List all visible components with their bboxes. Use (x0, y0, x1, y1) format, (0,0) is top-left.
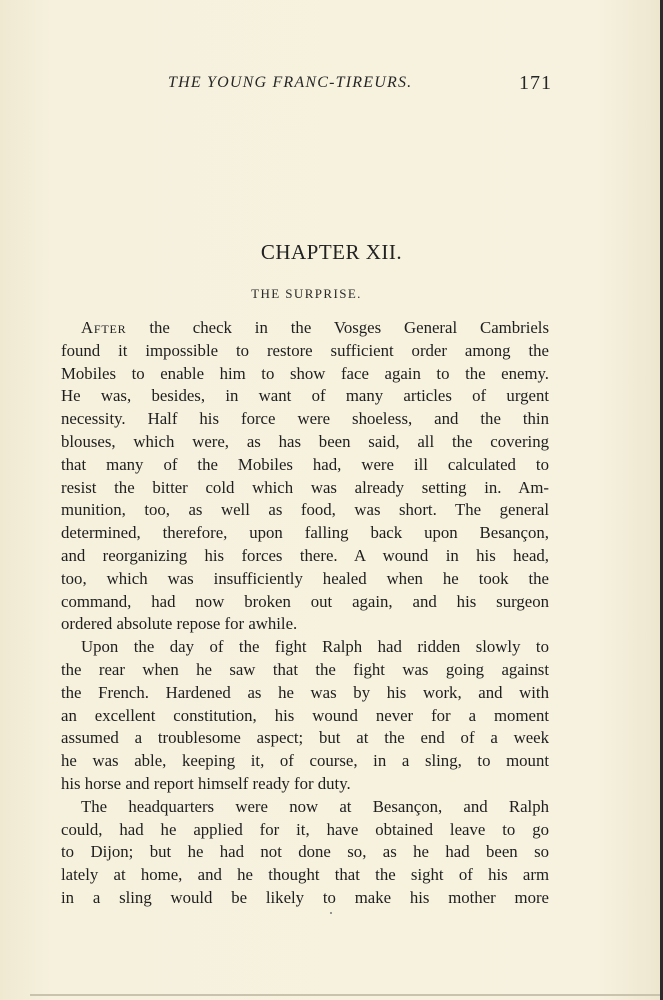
running-head (0, 72, 663, 98)
text-line: assumed a troublesome aspect; but at the end of a week (61, 728, 549, 748)
line-rest: the check in the Vosges General Cambriels (126, 318, 549, 337)
chapter-title: CHAPTER XII. (260, 240, 403, 264)
text-line: The headquarters were now at Besançon, and Ralph (81, 796, 549, 816)
chapter-subtitle: THE SURPRISE. (251, 286, 362, 301)
text-line: Upon the day of the fight Ralph had ridden slowly to (81, 637, 549, 657)
text-line: and reorganizing his forces there. A wound in his head, (61, 545, 549, 565)
text-line: to Dijon; but he had not done so, as he had been so (61, 842, 549, 862)
text-line: could, had he applied for it, have obtained leave to go (61, 819, 549, 839)
text-line: He was, besides, in want of many articles of urgent (61, 386, 549, 406)
body-text (61, 317, 549, 910)
text-line: he was able, keeping it, of course, in a sling, to mount (61, 751, 549, 771)
text-line: in a sling would be likely to make his mother more (61, 887, 549, 907)
text-line: too, which was insufficiently healed when he took the (61, 568, 549, 588)
text-line: Mobiles to enable him to show face again to the enemy. (61, 363, 549, 383)
text-line: the French. Hardened as he was by his work, and with (61, 682, 549, 702)
text-line: necessity. Half his force were shoeless, and the thin (61, 409, 549, 429)
text-line: blouses, which were, as has been said, all the covering (61, 431, 549, 451)
page-number: 171 (519, 72, 552, 94)
text-line: that many of the Mobiles had, were ill calculated to (61, 454, 549, 474)
text-line: resist the bitter cold which was already setting in. Am- (61, 477, 549, 497)
text-line: determined, therefore, upon falling back upon Besançon, (61, 523, 549, 543)
text-line: his horse and report himself ready for duty. (61, 773, 351, 793)
text-line: found it impossible to restore sufficient order among the (61, 340, 549, 360)
text-line (61, 317, 549, 340)
text-line: command, had now broken out again, and his surgeon (61, 591, 549, 611)
text-line: the rear when he saw that the fight was going against (61, 659, 549, 679)
drop-word: After (81, 318, 127, 337)
running-title: THE YOUNG FRANC-TIREURS. (168, 74, 413, 91)
page-bottom-edge (30, 994, 660, 996)
text-line: an excellent constitution, his wound never for a moment (61, 705, 549, 725)
printing-speck (330, 912, 332, 914)
text-line: munition, too, as well as food, was short. The general (61, 500, 549, 520)
text-line: ordered absolute repose for awhile. (61, 614, 298, 634)
text-line: lately at home, and he thought that the sight of his arm (61, 865, 549, 885)
